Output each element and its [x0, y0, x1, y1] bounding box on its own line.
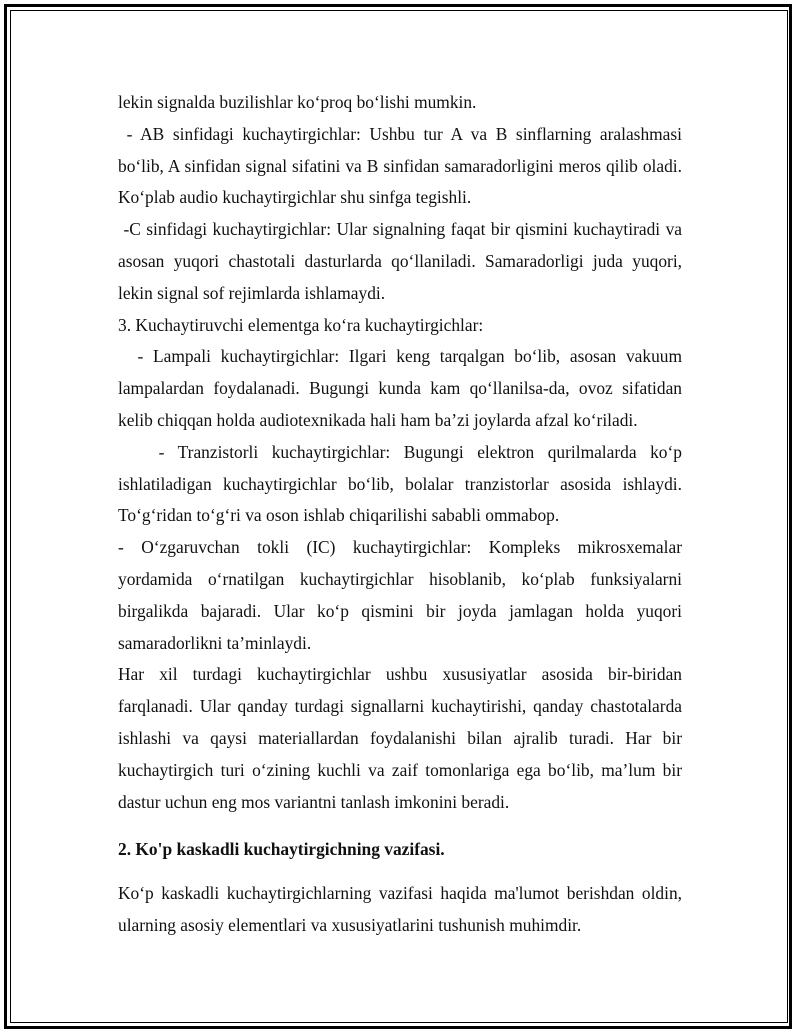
section-heading: 2. Ko'p kaskadli kuchaytirgichning vazifasi.	[118, 839, 445, 860]
paragraph-element-types: 3. Kuchaytiruvchi elementga ko‘ra kuchaytirgichlar:	[118, 314, 484, 335]
paragraph-1: lekin signalda buzilishlar ko‘proq bo‘lishi mumkin.	[118, 92, 477, 112]
paragraph-multistage-intro: Ko‘p kaskadli kuchaytirgichlarning vazifasi haqida ma'lumot berishdan oldin, ularning asosiy elementlari va xususiyatlarini tushunish muhimdir.	[118, 883, 682, 935]
paragraph-lamp-amplifiers: - Lampali kuchaytirgichlar: Ilgari keng tarqalgan bo‘lib, asosan vakuum lampalardan foydalanadi. Bugungi kunda kam qo‘llanilsa-da, ovoz sifatidan kelib chiqqan holda audiotexnikada hali ham ba’zi joylarda afzal ko‘riladi.	[118, 346, 687, 430]
document-body	[118, 87, 687, 942]
paragraph-ab-class: - AB sinfidagi kuchaytirgichlar: Ushbu tur A va B sinflarning aralashmasi bo‘lib, A sinfidan signal sifatini va B sinfidan samaradorligini meros qilib oladi. Ko‘plab audio kuchaytirgichlar shu sinfga tegishli.	[118, 123, 687, 208]
paragraph-ic-amplifiers: - O‘zgaruvchan tokli (IC) kuchaytirgichlar: Kompleks mikrosxemalar yordamida o‘rnatilgan kuchaytirgichlar hisoblanib, ko‘plab funksiyalarni birgalikda bajaradi. Ular ko‘p qismini bir joyda jamlagan holda yuqori samaradorlikni ta’minlaydi.	[118, 537, 682, 653]
paragraph-summary: Har xil turdagi kuchaytirgichlar ushbu xususiyatlar asosida bir-biridan farqlanadi. Ular qanday turdagi signallarni kuchaytirishi, qanday chastotalarda ishlashi va qaysi materiallardan foydalanishi bilan ajralib turadi. Har bir kuchaytirgich turi o‘zining kuchli va zaif tomonlariga ega bo‘lib, ma’lum bir dastur uchun eng mos variantni tanlash imkonini beradi.	[118, 664, 682, 812]
paragraph-transistor-amplifiers: - Tranzistorli kuchaytirgichlar: Bugungi elektron qurilmalarda ko‘p ishlatiladigan kuchaytirgichlar bo‘lib, bolalar tranzistorlar asosida ishlaydi. To‘g‘ridan to‘g‘ri va oson ishlab chiqarilishi sababli ommabop.	[118, 441, 687, 526]
paragraph-c-class: -C sinfidagi kuchaytirgichlar: Ular signalning faqat bir qismini kuchaytiradi va asosan yuqori chastotali dasturlarda qo‘llaniladi. Samaradorligi juda yuqori, lekin signal sof rejimlarda ishlamaydi.	[118, 219, 687, 303]
